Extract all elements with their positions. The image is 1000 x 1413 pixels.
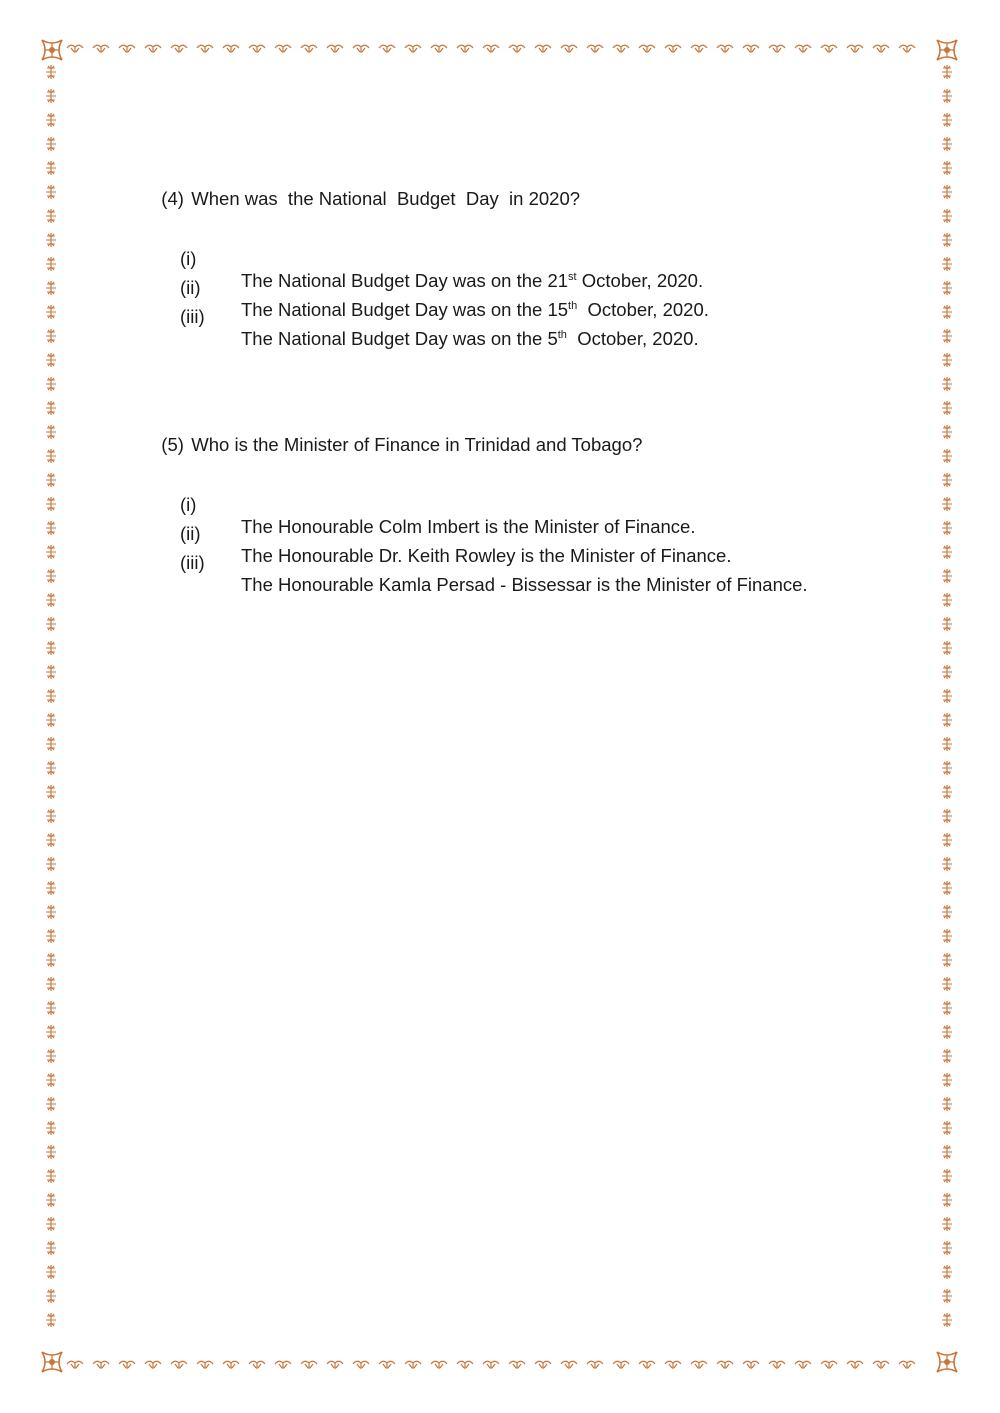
floral-motif-icon	[587, 45, 603, 53]
question-text: When was the National Budget Day in 2020?	[191, 188, 581, 209]
floral-motif-icon	[46, 953, 56, 967]
floral-motif-icon	[873, 45, 889, 53]
floral-motif-icon	[769, 45, 785, 53]
floral-motif-icon	[46, 809, 56, 823]
border-right-column	[942, 65, 952, 1327]
floral-motif-icon	[942, 209, 952, 223]
floral-motif-icon	[223, 45, 239, 53]
option-label: (iii)	[180, 552, 205, 573]
floral-motif-icon	[821, 1361, 837, 1369]
floral-motif-icon	[301, 1361, 317, 1369]
floral-motif-icon	[942, 1313, 952, 1327]
floral-motif-icon	[942, 713, 952, 727]
floral-motif-icon	[483, 45, 499, 53]
floral-motif-icon	[691, 1361, 707, 1369]
floral-motif-icon	[561, 45, 577, 53]
floral-motif-icon	[795, 1361, 811, 1369]
floral-motif-icon	[405, 1361, 421, 1369]
floral-motif-icon	[67, 1361, 83, 1369]
floral-motif-icon	[942, 833, 952, 847]
floral-motif-icon	[379, 1361, 395, 1369]
floral-motif-icon	[46, 977, 56, 991]
fleur-ornament-icon	[937, 1352, 957, 1372]
question-number: (4)	[161, 188, 184, 209]
floral-motif-icon	[46, 257, 56, 271]
floral-motif-icon	[46, 281, 56, 295]
floral-motif-icon	[847, 1361, 863, 1369]
floral-motif-icon	[942, 425, 952, 439]
floral-motif-icon	[46, 761, 56, 775]
floral-motif-icon	[46, 449, 56, 463]
floral-motif-icon	[46, 185, 56, 199]
question-4	[151, 166, 580, 210]
floral-motif-icon	[942, 809, 952, 823]
floral-motif-icon	[942, 401, 952, 415]
floral-motif-icon	[46, 89, 56, 103]
floral-motif-icon	[457, 45, 473, 53]
floral-motif-icon	[46, 209, 56, 223]
floral-motif-icon	[46, 1265, 56, 1279]
floral-motif-icon	[145, 45, 161, 53]
floral-motif-icon	[327, 1361, 343, 1369]
floral-motif-icon	[665, 1361, 681, 1369]
fleur-ornament-icon	[937, 40, 957, 60]
floral-motif-icon	[197, 45, 213, 53]
floral-motif-icon	[46, 665, 56, 679]
floral-motif-icon	[46, 1121, 56, 1135]
floral-motif-icon	[942, 305, 952, 319]
option-text: The Honourable Colm Imbert is the Minister of Finance.	[241, 516, 696, 537]
floral-motif-icon	[46, 689, 56, 703]
floral-motif-icon	[639, 45, 655, 53]
floral-motif-icon	[942, 1265, 952, 1279]
floral-motif-icon	[942, 929, 952, 943]
floral-motif-icon	[942, 185, 952, 199]
floral-motif-icon	[379, 45, 395, 53]
floral-motif-icon	[942, 617, 952, 631]
floral-motif-icon	[942, 1241, 952, 1255]
floral-motif-icon	[942, 89, 952, 103]
floral-motif-icon	[942, 593, 952, 607]
floral-motif-icon	[717, 45, 733, 53]
floral-motif-icon	[46, 113, 56, 127]
floral-motif-icon	[46, 305, 56, 319]
floral-motif-icon	[46, 1193, 56, 1207]
option-label: (i)	[180, 248, 197, 269]
floral-motif-icon	[942, 233, 952, 247]
floral-motif-icon	[46, 1001, 56, 1015]
floral-motif-icon	[46, 1169, 56, 1183]
floral-motif-icon	[46, 1145, 56, 1159]
floral-motif-icon	[942, 977, 952, 991]
option-text: The Honourable Kamla Persad - Bissessar is the Minister of Finance.	[241, 574, 808, 595]
floral-motif-icon	[249, 1361, 265, 1369]
floral-motif-icon	[942, 65, 952, 79]
border-left-column	[46, 65, 56, 1327]
option-label: (ii)	[180, 523, 201, 544]
floral-motif-icon	[46, 473, 56, 487]
floral-motif-icon	[405, 45, 421, 53]
floral-motif-icon	[942, 785, 952, 799]
floral-motif-icon	[46, 1241, 56, 1255]
floral-motif-icon	[46, 497, 56, 511]
floral-motif-icon	[942, 161, 952, 175]
floral-motif-icon	[93, 1361, 109, 1369]
floral-motif-icon	[46, 401, 56, 415]
option-label: (iii)	[180, 306, 205, 327]
fleur-ornament-icon	[42, 40, 62, 60]
floral-motif-icon	[171, 1361, 187, 1369]
floral-motif-icon	[171, 45, 187, 53]
floral-motif-icon	[197, 1361, 213, 1369]
floral-motif-icon	[46, 377, 56, 391]
floral-motif-icon	[942, 1289, 952, 1303]
floral-motif-icon	[46, 1025, 56, 1039]
border-top-row	[67, 45, 915, 53]
option-label: (i)	[180, 494, 197, 515]
floral-motif-icon	[717, 1361, 733, 1369]
floral-motif-icon	[46, 137, 56, 151]
floral-motif-icon	[353, 1361, 369, 1369]
floral-motif-icon	[46, 1049, 56, 1063]
floral-motif-icon	[942, 353, 952, 367]
floral-motif-icon	[942, 881, 952, 895]
floral-motif-icon	[46, 617, 56, 631]
floral-motif-icon	[275, 45, 291, 53]
floral-motif-icon	[46, 593, 56, 607]
floral-motif-icon	[535, 45, 551, 53]
floral-motif-icon	[769, 1361, 785, 1369]
floral-motif-icon	[942, 113, 952, 127]
floral-motif-icon	[46, 569, 56, 583]
floral-motif-icon	[942, 473, 952, 487]
floral-motif-icon	[942, 761, 952, 775]
floral-motif-icon	[942, 1121, 952, 1135]
floral-motif-icon	[942, 665, 952, 679]
floral-motif-icon	[942, 1025, 952, 1039]
option-text: The National Budget Day was on the 15th October, 2020.	[241, 299, 709, 320]
floral-motif-icon	[942, 545, 952, 559]
floral-motif-icon	[353, 45, 369, 53]
question-5	[151, 412, 642, 456]
floral-motif-icon	[942, 857, 952, 871]
floral-motif-icon	[942, 689, 952, 703]
floral-motif-icon	[46, 521, 56, 535]
floral-motif-icon	[46, 353, 56, 367]
floral-motif-icon	[942, 1193, 952, 1207]
floral-motif-icon	[46, 545, 56, 559]
floral-motif-icon	[46, 65, 56, 79]
floral-motif-icon	[46, 233, 56, 247]
floral-motif-icon	[46, 881, 56, 895]
floral-motif-icon	[509, 45, 525, 53]
floral-motif-icon	[942, 1217, 952, 1231]
floral-motif-icon	[275, 1361, 291, 1369]
floral-motif-icon	[942, 1073, 952, 1087]
floral-motif-icon	[46, 905, 56, 919]
floral-motif-icon	[821, 45, 837, 53]
floral-motif-icon	[46, 785, 56, 799]
floral-motif-icon	[942, 1001, 952, 1015]
floral-motif-icon	[942, 1049, 952, 1063]
floral-motif-icon	[249, 45, 265, 53]
option-text: The National Budget Day was on the 21st October, 2020.	[241, 270, 704, 291]
floral-motif-icon	[46, 161, 56, 175]
floral-motif-icon	[942, 905, 952, 919]
floral-motif-icon	[535, 1361, 551, 1369]
fleur-ornament-icon	[42, 1352, 62, 1372]
floral-motif-icon	[327, 45, 343, 53]
option-text: The National Budget Day was on the 5th October, 2020.	[241, 328, 699, 349]
floral-motif-icon	[942, 377, 952, 391]
floral-motif-icon	[46, 1289, 56, 1303]
floral-motif-icon	[301, 45, 317, 53]
floral-motif-icon	[93, 45, 109, 53]
floral-motif-icon	[942, 1097, 952, 1111]
floral-motif-icon	[46, 713, 56, 727]
option-label: (ii)	[180, 277, 201, 298]
floral-motif-icon	[942, 329, 952, 343]
option-text: The Honourable Dr. Keith Rowley is the Minister of Finance.	[241, 545, 732, 566]
floral-motif-icon	[613, 45, 629, 53]
floral-motif-icon	[457, 1361, 473, 1369]
floral-motif-icon	[942, 1169, 952, 1183]
floral-motif-icon	[46, 833, 56, 847]
floral-motif-icon	[561, 1361, 577, 1369]
floral-motif-icon	[46, 1217, 56, 1231]
border-bottom-row	[67, 1361, 915, 1369]
floral-motif-icon	[942, 257, 952, 271]
floral-motif-icon	[46, 857, 56, 871]
floral-motif-icon	[46, 1073, 56, 1087]
floral-motif-icon	[847, 45, 863, 53]
floral-motif-icon	[899, 45, 915, 53]
floral-motif-icon	[509, 1361, 525, 1369]
floral-motif-icon	[942, 497, 952, 511]
floral-motif-icon	[942, 737, 952, 751]
floral-motif-icon	[587, 1361, 603, 1369]
floral-motif-icon	[639, 1361, 655, 1369]
floral-motif-icon	[942, 641, 952, 655]
floral-motif-icon	[46, 1313, 56, 1327]
floral-motif-icon	[743, 1361, 759, 1369]
floral-motif-icon	[46, 929, 56, 943]
question-number: (5)	[161, 434, 184, 455]
floral-motif-icon	[483, 1361, 499, 1369]
floral-motif-icon	[942, 449, 952, 463]
floral-motif-icon	[46, 737, 56, 751]
floral-motif-icon	[431, 45, 447, 53]
floral-motif-icon	[942, 953, 952, 967]
floral-motif-icon	[665, 45, 681, 53]
floral-motif-icon	[942, 521, 952, 535]
floral-motif-icon	[67, 45, 83, 53]
floral-motif-icon	[431, 1361, 447, 1369]
floral-motif-icon	[46, 425, 56, 439]
question-text: Who is the Minister of Finance in Trinidad and Tobago?	[191, 434, 643, 455]
floral-motif-icon	[942, 1145, 952, 1159]
floral-motif-icon	[613, 1361, 629, 1369]
floral-motif-icon	[119, 45, 135, 53]
floral-motif-icon	[691, 45, 707, 53]
floral-motif-icon	[942, 281, 952, 295]
floral-motif-icon	[119, 1361, 135, 1369]
floral-motif-icon	[46, 1097, 56, 1111]
floral-motif-icon	[46, 329, 56, 343]
floral-motif-icon	[223, 1361, 239, 1369]
floral-motif-icon	[46, 641, 56, 655]
floral-motif-icon	[743, 45, 759, 53]
floral-motif-icon	[942, 569, 952, 583]
floral-motif-icon	[145, 1361, 161, 1369]
floral-motif-icon	[795, 45, 811, 53]
floral-motif-icon	[873, 1361, 889, 1369]
floral-motif-icon	[942, 137, 952, 151]
floral-motif-icon	[899, 1361, 915, 1369]
